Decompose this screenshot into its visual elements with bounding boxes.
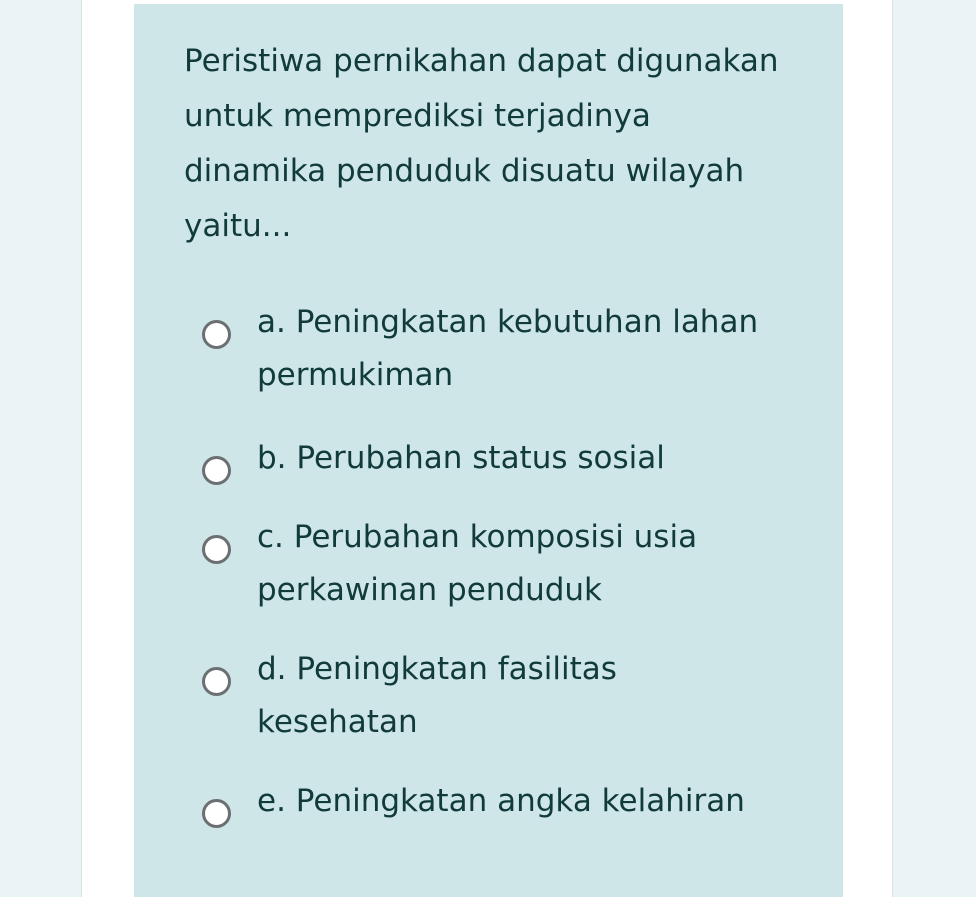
option-e-label[interactable]: e. Peningkatan angka kelahiran [257, 783, 745, 819]
radio-button-c[interactable] [202, 535, 231, 564]
radio-button-e[interactable] [202, 799, 231, 828]
question-text: Peristiwa pernikahan dapat digunakan untuk memprediksi terjadinya dinamika penduduk disuatu wilayah yaitu... [184, 43, 779, 244]
option-a-label[interactable]: a. Peningkatan kebutuhan lahan permukiman [257, 304, 759, 393]
radio-button-b[interactable] [202, 456, 231, 485]
radio-button-a[interactable] [202, 320, 231, 349]
option-d-label[interactable]: d. Peningkatan fasilitas kesehatan [257, 651, 617, 740]
option-a[interactable] [202, 296, 822, 402]
option-e[interactable] [202, 775, 822, 828]
option-b[interactable] [202, 432, 822, 485]
option-c-label[interactable]: c. Perubahan komposisi usia perkawinan penduduk [257, 519, 698, 608]
question-card [134, 4, 843, 897]
option-d[interactable] [202, 643, 822, 749]
radio-button-d[interactable] [202, 667, 231, 696]
option-c[interactable] [202, 511, 822, 617]
option-b-label[interactable]: b. Perubahan status sosial [257, 440, 665, 476]
answer-options [202, 296, 822, 828]
